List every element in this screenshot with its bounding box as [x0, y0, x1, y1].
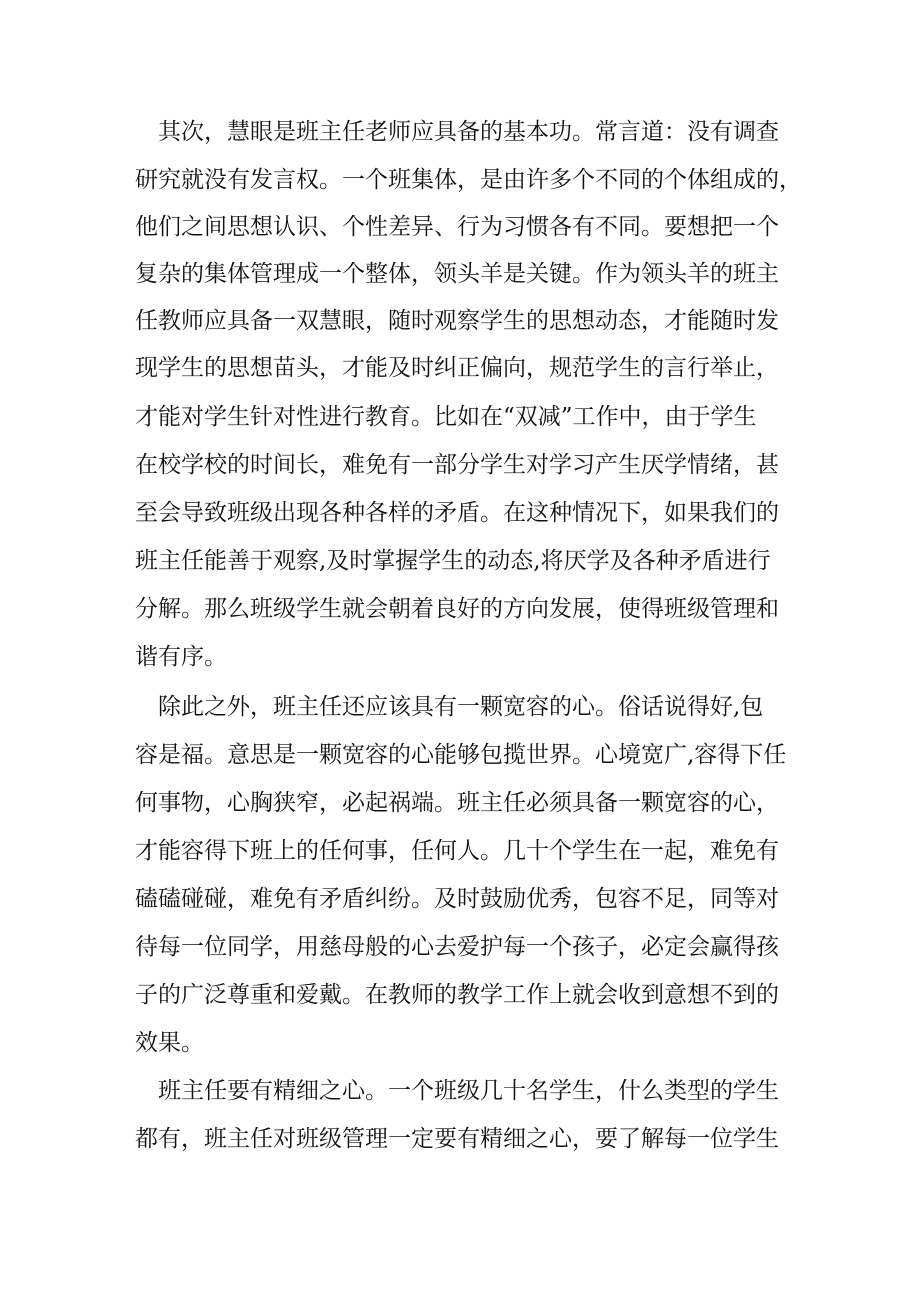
paragraph-1-line-8: 在校学校的时间长，难免有一部分学生对学习产生厌学情绪，甚 — [135, 452, 779, 478]
paragraph-2-line-2: 容是福。意思是一颗宽容的心能够包揽世界。心境宽广,容得下任 — [135, 742, 787, 768]
paragraph-2-line-1: 除此之外，班主任还应该具有一颗宽容的心。俗话说得好,包 — [158, 694, 764, 720]
paragraph-3-line-1: 班主任要有精细之心。一个班级几十名学生，什么类型的学生 — [158, 1078, 779, 1104]
paragraph-1-line-3: 他们之间思想认识、个性差异、行为习惯各有不同。要想把一个 — [135, 214, 779, 240]
paragraph-1-line-7: 才能对学生针对性进行教育。比如在“双减”工作中，由于学生 — [135, 404, 757, 430]
paragraph-2-line-5: 磕磕碰碰，难免有矛盾纠纷。及时鼓励优秀，包容不足，同等对 — [135, 886, 779, 912]
paragraph-1-line-6: 现学生的思想苗头，才能及时纠正偏向，规范学生的言行举止， — [135, 355, 779, 381]
paragraph-1-line-11: 分解。那么班级学生就会朝着良好的方向发展，使得班级管理和 — [135, 596, 779, 622]
paragraph-2-line-6: 待每一位同学，用慈母般的心去爱护每一个孩子，必定会赢得孩 — [135, 934, 779, 960]
paragraph-2-line-4: 才能容得下班上的任何事，任何人。几十个学生在一起，难免有 — [135, 838, 779, 864]
paragraph-3-line-2: 都有，班主任对班级管理一定要有精细之心，要了解每一位学生 — [135, 1126, 779, 1152]
paragraph-1-line-12: 谐有序。 — [135, 644, 227, 670]
paragraph-1-line-5: 任教师应具备一双慧眼，随时观察学生的思想动态，才能随时发 — [135, 308, 779, 334]
paragraph-1-line-4: 复杂的集体管理成一个整体，领头羊是关键。作为领头羊的班主 — [135, 261, 779, 287]
paragraph-2-line-7: 子的广泛尊重和爱戴。在教师的教学工作上就会收到意想不到的 — [135, 982, 779, 1008]
paragraph-1-line-2: 研究就没有发言权。一个班集体，是由许多个不同的个体组成的， — [135, 167, 802, 193]
paragraph-1-line-10: 班主任能善于观察,及时掌握学生的动态,将厌学及各种矛盾进行 — [135, 548, 771, 574]
paragraph-1-line-9: 至会导致班级出现各种各样的矛盾。在这种情况下，如果我们的 — [135, 500, 779, 526]
paragraph-1-line-1: 其次，慧眼是班主任老师应具备的基本功。常言道：没有调查 — [158, 119, 779, 145]
paragraph-2-line-8: 效果。 — [135, 1030, 204, 1056]
paragraph-2-line-3: 何事物，心胸狭窄，必起祸端。班主任必须具备一颗宽容的心， — [135, 790, 779, 816]
